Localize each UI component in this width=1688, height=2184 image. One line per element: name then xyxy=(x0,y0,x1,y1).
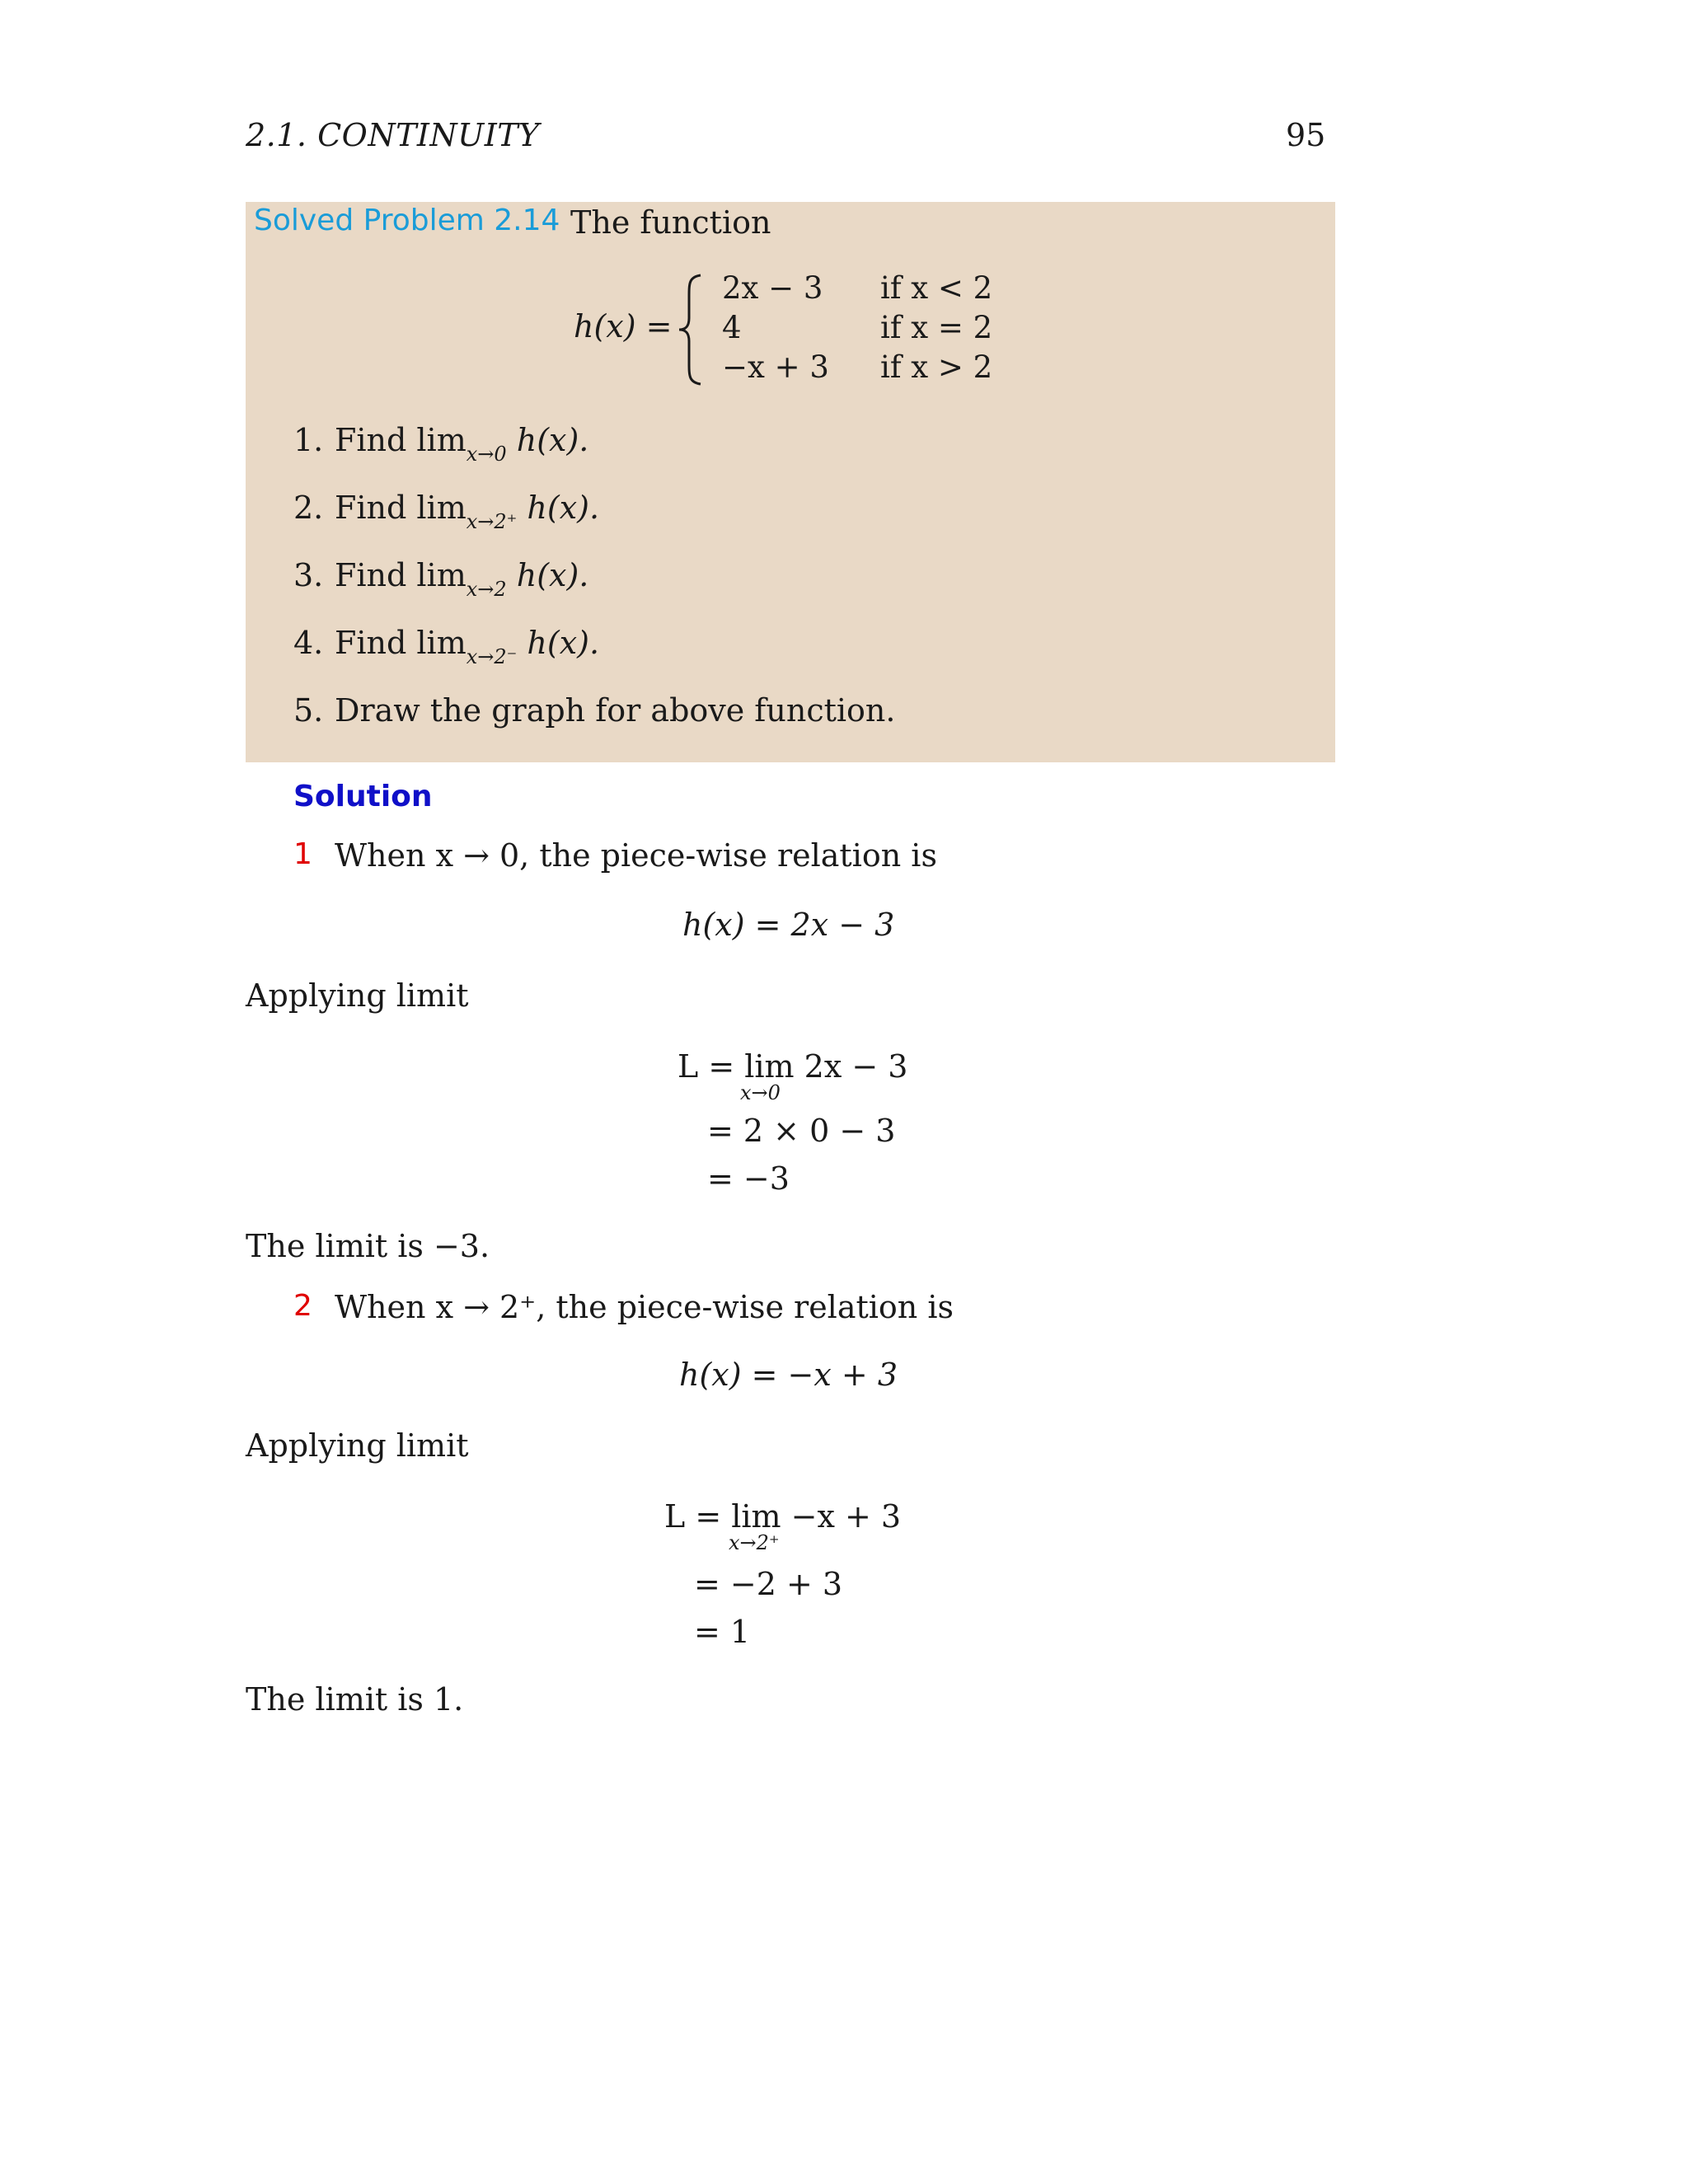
limit-line-1c: = −3 xyxy=(707,1160,790,1197)
conclusion-text-1: The limit is −3. xyxy=(246,1228,490,1264)
running-header-section: 2.1. CONTINUITY xyxy=(246,117,540,153)
relation-equation-2: h(x) = −x + 3 xyxy=(679,1357,898,1393)
step-number-1: 1 xyxy=(293,837,312,871)
problem-intro: The function xyxy=(570,204,771,241)
item-text-2: Find $\lim_{x\to 2^+} h(x)$. xyxy=(335,490,600,533)
step-number-2: 2 xyxy=(293,1289,312,1323)
case-expression-2: 4 xyxy=(722,310,742,345)
case-condition-3: if x > 2 xyxy=(880,349,993,385)
item-text-4: Find $\lim_{x\to 2^-} h(x)$. xyxy=(335,625,600,668)
limit-line-2b: = −2 + 3 xyxy=(694,1566,843,1602)
limit-subscript-1: x→0 xyxy=(740,1081,781,1104)
case-condition-2: if x = 2 xyxy=(880,310,993,345)
step-text-2: When x → 2⁺, the piece-wise relation is xyxy=(335,1289,954,1325)
limit-line-1b: = 2 × 0 − 3 xyxy=(707,1113,896,1149)
case-condition-1: if x < 2 xyxy=(880,270,993,306)
left-brace-icon xyxy=(676,272,709,387)
limit-line-1a: L = lim 2x − 3 xyxy=(678,1048,908,1085)
item-number-4: 4. xyxy=(293,625,324,661)
step-text-1: When x → 0, the piece-wise relation is xyxy=(335,837,937,874)
applying-limit-text-1: Applying limit xyxy=(246,977,469,1014)
problem-title: Solved Problem 2.14 xyxy=(254,204,560,237)
case-expression-1: 2x − 3 xyxy=(722,270,823,306)
item-number-1: 1. xyxy=(293,422,324,458)
case-expression-3: −x + 3 xyxy=(722,349,829,385)
limit-line-2c: = 1 xyxy=(694,1614,751,1650)
item-text-1: Find $\lim_{x\to 0} h(x)$. xyxy=(335,422,589,466)
item-text-5: Draw the graph for above function. xyxy=(335,692,896,729)
item-number-5: 5. xyxy=(293,692,324,729)
limit-subscript-2: x→2⁺ xyxy=(729,1531,780,1554)
piecewise-lhs: h(x) = xyxy=(574,308,673,344)
solution-heading: Solution xyxy=(293,780,433,813)
applying-limit-text-2: Applying limit xyxy=(246,1427,469,1464)
page-number: 95 xyxy=(1286,117,1326,153)
relation-equation-1: h(x) = 2x − 3 xyxy=(682,907,895,943)
conclusion-text-2: The limit is 1. xyxy=(246,1681,464,1718)
limit-line-2a: L = lim −x + 3 xyxy=(664,1498,902,1535)
item-number-3: 3. xyxy=(293,557,324,593)
item-text-3: Find $\lim_{x\to 2} h(x)$. xyxy=(335,557,589,601)
item-number-2: 2. xyxy=(293,490,324,526)
